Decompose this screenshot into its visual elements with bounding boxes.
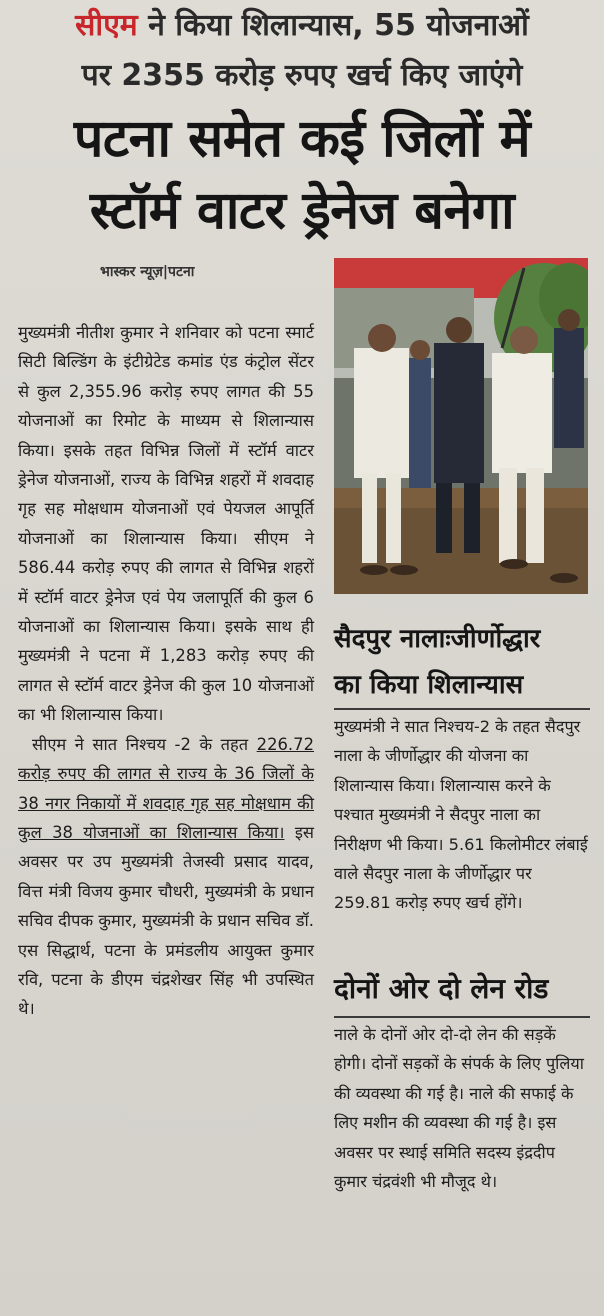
kicker-highlight: सीएम [75, 8, 138, 43]
left-paragraph-1: मुख्यमंत्री नीतीश कुमार ने शनिवार को पटना स्मार्ट सिटी बिल्डिंग के इंटीग्रेटेड कमांड एंड कंट्रोल सेंटर से कुल 2,355.96 करोड़ रुपए लागत की 55 योजनाओं का रिमोट के माध्यम से शिलान्यास किया। इसके तहत विभिन्न जिलों में स्टॉर्म वाटर ड्रेनेज योजनाओं, राज्य के विभिन्न शहरों में शवदाह गृह सह मोक्षधाम योजनाओं एवं पेयजल आपूर्ति योजनाओं का शिलान्यास किया। सीएम ने 586.44 करोड़ रुपए की लागत से विभिन्न शहरों में स्टॉर्म वाटर ड्रेनेज एवं पेय जलापूर्ति की कुल 6 योजनाओं का शिलान्यास किया। इसके साथ ही मुख्यमंत्री ने पटना में 1,283 करोड़ रुपए की लागत से स्टॉर्म वाटर ड्रेनेज की कुल 10 योजनाओं का भी शिलान्यास किया। [18, 323, 314, 725]
subhead-2: दोनों ओर दो लेन रोड [334, 972, 549, 1005]
headline-line-2: स्टॉर्म वाटर ड्रेनेज बनेगा [89, 181, 515, 241]
subhead-1-line-2: का किया शिलान्यास [334, 670, 524, 700]
kicker-line-1 [0, 8, 604, 44]
headline-line-1: पटना समेत कई जिलों में [73, 109, 531, 169]
subhead-1-line-1: सैदपुर नालाःजीर्णोद्धार [334, 624, 541, 654]
news-photo-illustration [334, 258, 588, 594]
underlined-passage: 226.72 करोड़ रुपए की लागत से राज्य के 36 जिलों के 38 नगर निकायों में शवदाह गृह सह मोक्षधाम की कुल 38 योजनाओं का शिलान्यास किया। [18, 734, 314, 842]
right-paragraph-2: नाले के दोनों ओर दो-दो लेन की सड़कें होगी। दोनों सड़कों के संपर्क के लिए पुलिया की व्यवस्था की गई है। नाले की सफाई के लिए मशीन की व्यवस्था की गई है। इस अवसर पर स्थाई समिति सदस्य इंद्रदीप कुमार चंद्रवंशी भी मौजूद थे। [334, 1025, 584, 1192]
left-paragraph-2-end: इस अवसर पर उप मुख्यमंत्री तेजस्वी प्रसाद यादव, वित्त मंत्री विजय कुमार चौधरी, मुख्यमंत्री के प्रधान सचिव दीपक कुमार, मुख्यमंत्री के प्रधान सचिव डॉ. एस सिद्धार्थ, पटना के प्रमंडलीय आयुक्त कुमार रवि, पटना के डीएम चंद्रशेखर सिंह भी उपस्थित थे। [18, 822, 314, 1019]
byline: भास्कर न्यूज़|पटना [100, 264, 195, 280]
subhead-divider [334, 708, 590, 710]
news-photo [334, 258, 588, 594]
left-paragraph-2-start: सीएम ने सात निश्चय -2 के तहत [32, 734, 257, 754]
subhead-2-divider [334, 1016, 590, 1018]
right-paragraph-1: मुख्यमंत्री ने सात निश्चय-2 के तहत सैदपुर नाला के जीर्णोद्धार की योजना का शिलान्यास किया। शिलान्यास करने के पश्चात मुख्यमंत्री ने सैदपुर नाला का निरीक्षण भी किया। 5.61 किलोमीटर लंबाई वाले सैदपुर नाला के जीर्णोद्धार पर 259.81 करोड़ रुपए खर्च होंगे। [334, 717, 588, 913]
left-paragraph-2 [18, 730, 314, 1024]
left-article-column [18, 318, 314, 1024]
kicker-line-1-text: ने किया शिलान्यास, 55 योजनाओं [137, 8, 529, 43]
kicker-line-2: पर 2355 करोड़ रुपए खर्च किए जाएंगे [81, 58, 523, 93]
